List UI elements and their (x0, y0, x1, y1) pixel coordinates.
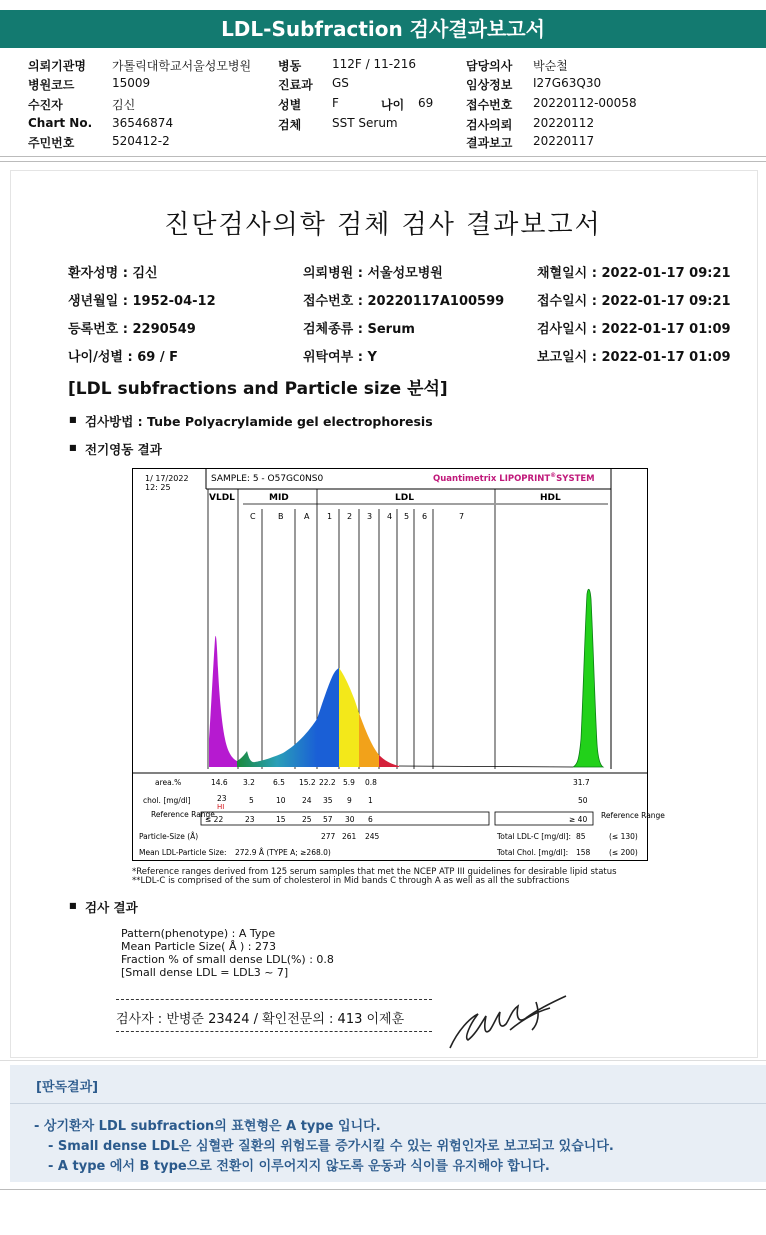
header-value: 520412-2 (112, 134, 170, 148)
report-banner: LDL-Subfraction 검사결과보고서 (0, 10, 766, 48)
group-hdl: HDL (540, 493, 561, 503)
area-value: 6.5 (273, 778, 285, 787)
section-title: [LDL subfractions and Particle size 분석] (68, 379, 448, 399)
ref-value: ≥ 40 (569, 815, 588, 824)
result-line: [Small dense LDL = LDL3 ~ 7] (121, 966, 289, 979)
chol-value: 50 (578, 796, 588, 805)
result-heading: ■ 검사 결과 (85, 898, 138, 916)
footnote: *Reference ranges derived from 125 serum samples that met the NCEP ATP III guidelines for desirable lipid status (132, 867, 617, 877)
header-value: 김신 (112, 98, 136, 112)
electrophoresis-chart (132, 468, 665, 861)
header-label: 검체 (278, 118, 302, 132)
row-label-chol: chol. [mg/dl] (143, 796, 191, 805)
group-mid: MID (269, 493, 289, 503)
header-value: 112F / 11-216 (332, 57, 416, 71)
info-field: 의뢰병원 : 서울성모병원 (303, 266, 443, 281)
result-line: Mean Particle Size( Å ) : 273 (121, 940, 276, 953)
chart-brand: Quantimetrix LIPOPRINT®SYSTEM (433, 472, 595, 484)
header-label: 결과보고 (466, 136, 513, 150)
info-field: 생년월일 : 1952-04-12 (68, 294, 216, 309)
chol-value: 10 (276, 796, 286, 805)
band-label: 3 (367, 512, 373, 521)
total-ldl-value: 85 (576, 832, 586, 841)
divider (0, 1189, 766, 1190)
header-value: F (332, 96, 339, 110)
baseline (399, 766, 573, 767)
header-label: 의뢰기관명 (28, 59, 86, 73)
header-label: 진료과 (278, 78, 313, 92)
info-field: 검체종류 : Serum (303, 322, 415, 337)
result-line: Pattern(phenotype) : A Type (121, 927, 276, 940)
size-value: 277 (321, 832, 336, 841)
chol-value: 35 (323, 796, 333, 805)
header-label: 담당의사 (466, 59, 513, 73)
header-value: 36546874 (112, 116, 174, 130)
header-value: 20220112-00058 (533, 96, 637, 110)
ref-right-label: Reference Range (601, 811, 665, 820)
band-label: B (278, 512, 284, 521)
vldl-peak (209, 636, 237, 767)
signature-line: 검사자 : 반병준 23424 / 확인전문의 : 413 이제훈 (116, 1012, 405, 1027)
data-table (139, 778, 665, 857)
area-value: 5.9 (343, 778, 355, 787)
area-value: 22.2 (319, 778, 336, 787)
divider (10, 1103, 766, 1104)
band-label: 1 (327, 512, 333, 521)
info-field: 나이/성별 : 69 / F (68, 350, 179, 365)
ref-value: ≤ 22 (205, 815, 224, 824)
chart-svg (133, 469, 665, 860)
divider (0, 1060, 766, 1061)
ldl2-peak (339, 668, 359, 767)
info-field: 접수번호 : 20220117A100599 (303, 294, 505, 309)
info-field: 보고일시 : 2022-01-17 01:09 (537, 350, 731, 365)
mid-peak (237, 719, 317, 767)
ref-value: 30 (345, 815, 355, 824)
info-field: 검사일시 : 2022-01-17 01:09 (537, 322, 731, 337)
hi-flag: HI (217, 803, 225, 811)
row-label-ref: Reference Range (151, 810, 215, 819)
dashed-rule (116, 999, 432, 1000)
ref-value: 15 (276, 815, 286, 824)
header-value: 박순철 (533, 59, 568, 73)
total-ldl-ref: (≤ 130) (609, 832, 638, 841)
judgement-title: [판독결과] (36, 1080, 99, 1095)
header-label: 임상정보 (466, 78, 513, 92)
judgement-line: - 상기환자 LDL subfraction의 표현형은 A type 입니다. (34, 1119, 381, 1134)
hdl-peak (573, 589, 603, 767)
group-ldl: LDL (395, 493, 414, 503)
header-label: 성별 (278, 98, 302, 112)
judgement-line: - Small dense LDL은 심혈관 질환의 위험도를 증가시킬 수 있는 위험인자로 보고되고 있습니다. (48, 1139, 614, 1154)
row-label-size: Particle-Size (Å) (139, 832, 199, 841)
band-label: 2 (347, 512, 353, 521)
ldl4-peak (379, 755, 399, 767)
header-label: 주민번호 (28, 136, 75, 150)
area-value: 31.7 (573, 778, 590, 787)
report-title: 진단검사의학 검체 검사 결과보고서 (164, 210, 602, 240)
info-field: 채혈일시 : 2022-01-17 09:21 (537, 266, 731, 281)
band-label: 5 (404, 512, 410, 521)
header-value: 15009 (112, 76, 151, 90)
header-label: 수진자 (28, 98, 63, 112)
total-chol-label: Total Chol. [mg/dl]: (497, 848, 569, 857)
chol-value: 5 (249, 796, 254, 805)
header-value: I27G63Q30 (533, 76, 602, 90)
band-label: C (250, 512, 256, 521)
header-label: 병동 (278, 59, 302, 73)
chol-value: 24 (302, 796, 312, 805)
header-value: 20220117 (533, 134, 595, 148)
info-field: 환자성명 : 김신 (68, 266, 158, 281)
band-label: 4 (387, 512, 393, 521)
header-value: 가톨릭대학교서울성모병원 (112, 59, 252, 73)
info-field: 등록번호 : 2290549 (68, 322, 196, 337)
group-vldl: VLDL (209, 493, 235, 503)
header-label: 접수번호 (466, 98, 513, 112)
footnote: **LDL-C is comprised of the sum of cholesterol in Mid bands C through A as well as all the subfractions (132, 876, 570, 886)
header-label: Chart No. (28, 116, 93, 130)
divider (0, 156, 766, 157)
size-value: 245 (365, 832, 380, 841)
divider (0, 161, 766, 162)
chol-value: 1 (368, 796, 373, 805)
dashed-rule (116, 1031, 432, 1032)
header-value: GS (332, 76, 349, 90)
band-label: 7 (459, 512, 465, 521)
signature-icon (440, 990, 575, 1055)
age-label: 나이 (381, 98, 405, 112)
area-value: 15.2 (299, 778, 316, 787)
header-value: SST Serum (332, 116, 398, 130)
info-field: 위탁여부 : Y (303, 350, 377, 365)
area-value: 14.6 (211, 778, 228, 787)
size-value: 261 (342, 832, 357, 841)
electro-item: ■ 전기영동 결과 (85, 440, 162, 458)
ref-value: 23 (245, 815, 255, 824)
total-ldl-label: Total LDL-C [mg/dl]: (497, 832, 572, 841)
chol-value: 9 (347, 796, 352, 805)
method-item: ■ 검사방법 : Tube Polyacrylamide gel electrophoresis (85, 412, 433, 430)
ref-value: 6 (368, 815, 373, 824)
chart-time: 12: 25 (145, 483, 171, 492)
chol-value: 23 (217, 794, 227, 803)
total-chol-ref: (≤ 200) (609, 848, 638, 857)
chart-date: 1/ 17/2022 (145, 474, 189, 483)
ref-value: 57 (323, 815, 333, 824)
header-label: 검사의뢰 (466, 118, 513, 132)
mean-value: 272.9 Å (TYPE A; ≥268.0) (235, 848, 331, 857)
ref-value: 25 (302, 815, 312, 824)
area-value: 0.8 (365, 778, 377, 787)
band-label: A (304, 512, 310, 521)
info-field: 접수일시 : 2022-01-17 09:21 (537, 294, 731, 309)
header-value: 20220112 (533, 116, 595, 130)
ldl3-peak (359, 713, 379, 767)
ldl1-peak (317, 668, 339, 767)
result-line: Fraction % of small dense LDL(%) : 0.8 (121, 953, 334, 966)
age-value: 69 (418, 96, 434, 110)
total-chol-value: 158 (576, 848, 591, 857)
band-label: 6 (422, 512, 428, 521)
chart-sample: SAMPLE: 5 - O57GC0NS0 (211, 474, 324, 484)
judgement-line: - A type 에서 B type으로 전환이 이루어지지 않도록 운동과 식이를 유지해야 합니다. (48, 1159, 550, 1174)
area-value: 3.2 (243, 778, 255, 787)
row-label-area: area.% (155, 778, 182, 787)
header-label: 병원코드 (28, 78, 75, 92)
row-label-mean: Mean LDL-Particle Size: (139, 848, 227, 857)
